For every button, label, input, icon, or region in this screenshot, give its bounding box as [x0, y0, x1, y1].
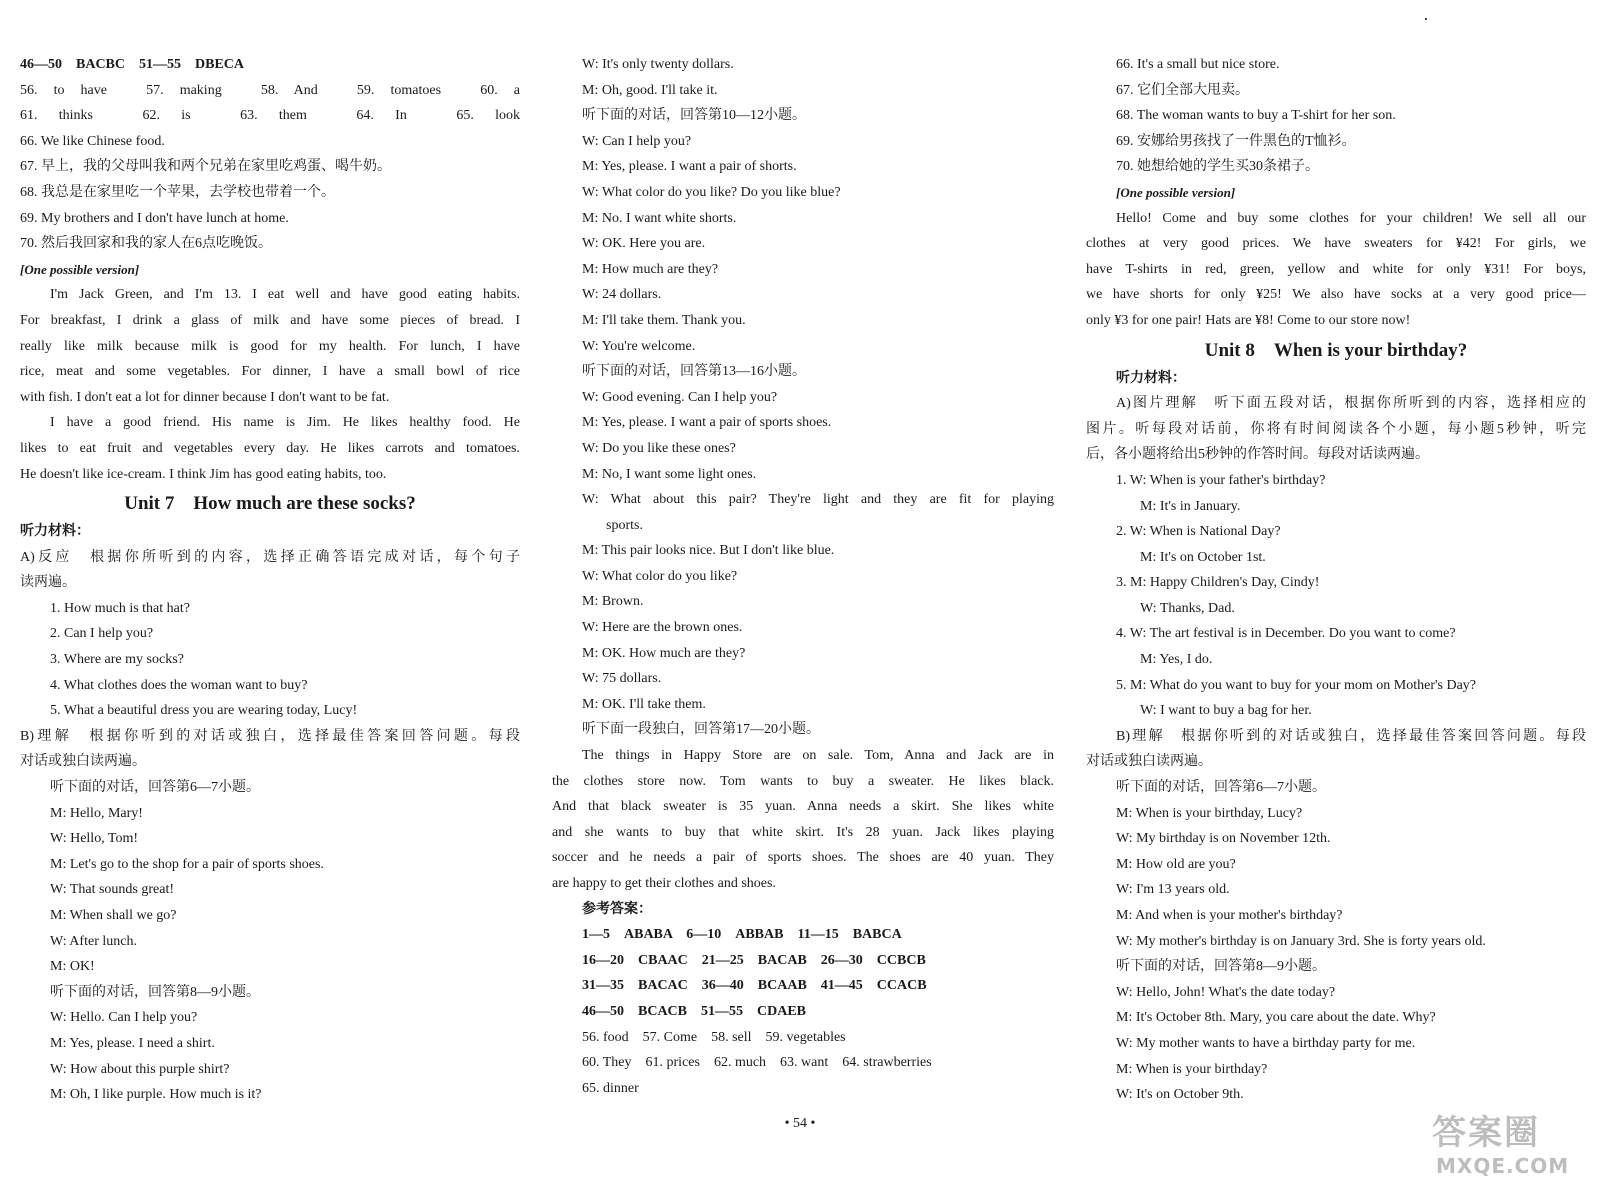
dialogue-line: M: Yes, I do. [1140, 652, 1213, 668]
instruction-line: 听下面的对话，回答第6—7小题。 [50, 780, 260, 796]
dialogue-line: M: No. I want white shorts. [582, 210, 737, 226]
dialogue-line: W: OK. Here you are. [582, 236, 706, 252]
dialogue-line: W: My mother's birthday is on January 3rd. She is forty years old. [1116, 933, 1486, 949]
answer-line: 69. 安娜给男孩找了一件黑色的T恤衫。 [1116, 133, 1356, 149]
column-middle [552, 52, 1054, 1101]
watermark-logo [1432, 1112, 1592, 1190]
dialogue-line: W: Hello. Can I help you? [50, 1010, 198, 1026]
dialogue-line: W: You're welcome. [582, 338, 696, 354]
essay-line: I have a good friend. His name is Jim. He likes healthy food. He [50, 415, 520, 431]
dialogue-line: M: OK. How much are they? [582, 645, 746, 661]
dialogue-line: M: Yes, please. I want a pair of sports shoes. [582, 415, 832, 431]
answer-line: 66. It's a small but nice store. [1116, 57, 1280, 72]
dialogue-line: M: It's in January. [1140, 498, 1241, 514]
page-number: • 54 • [784, 1116, 816, 1131]
instruction-line: 听下面一段独白，回答第17—20小题。 [582, 722, 820, 738]
dialogue-line: M: It's October 8th. Mary, you care about the date. Why? [1116, 1010, 1436, 1026]
dialogue-line: M: When is your birthday, Lucy? [1116, 805, 1303, 821]
column-left [20, 52, 520, 1108]
dialogue-line: M: When shall we go? [50, 908, 177, 923]
dialogue-line: W: What color do you like? [582, 568, 738, 584]
dialogue-line: M: Let's go to the shop for a pair of sports shoes. [50, 856, 324, 872]
dialogue-line: W: That sounds great! [50, 882, 175, 898]
question-line: 1. W: When is your father's birthday? [1116, 472, 1326, 488]
monologue-line: soccer and he needs a pair of sports shoes. The shoes are 40 yuan. They [552, 850, 1054, 866]
answer-line: 61. thinks 62. is 63. them 64. In 65. look [20, 108, 520, 124]
dialogue-line: M: It's on October 1st. [1140, 549, 1266, 565]
dialogue-line: M: This pair looks nice. But I don't like blue. [582, 543, 835, 559]
dialogue-line: M: Yes, please. I want a pair of shorts. [582, 159, 797, 175]
monologue-line: and she wants to buy that white skirt. It's 28 yuan. Jack likes playing [552, 824, 1054, 840]
monologue-line: the clothes store now. Tom wants to buy a sweater. He likes black. [552, 773, 1054, 789]
essay-line: have T-shirts in red, green, yellow and white for only ¥31! For boys, [1086, 261, 1586, 277]
dialogue-line: W: What color do you like? Do you like blue? [582, 184, 841, 200]
essay-line: only ¥3 for one pair! Hats are ¥8! Come to our store now! [1086, 312, 1411, 328]
dialogue-line: M: Brown. [582, 594, 644, 610]
question-line: 4. W: The art festival is in December. Do you want to come? [1116, 626, 1456, 642]
question-line: 4. What clothes does the woman want to buy? [50, 677, 308, 693]
dialogue-line: M: How old are you? [1116, 856, 1236, 872]
instruction-line: A)反应 根据你所听到的内容，选择正确答语完成对话，每个句子 [20, 549, 520, 565]
dialogue-line: M: OK! [50, 959, 95, 975]
unit-title: Unit 7 How much are these socks? [124, 493, 416, 515]
essay-line: He doesn't like ice-cream. I think Jim has good eating habits, too. [20, 466, 387, 482]
answer-line: 69. My brothers and I don't have lunch at home. [20, 210, 289, 226]
dialogue-line: M: No, I want some light ones. [582, 466, 757, 482]
instruction-line: 后，各小题将给出5秒钟的作答时间。每段对话读两遍。 [1086, 447, 1429, 463]
section-heading: 听力材料： [20, 524, 90, 540]
instruction-line: 听下面的对话，回答第8—9小题。 [50, 984, 260, 1000]
question-line: 3. Where are my socks? [50, 652, 184, 668]
dialogue-line: M: When is your birthday? [1116, 1061, 1268, 1077]
instruction-line: B)理解 根据你听到的对话或独白，选择最佳答案回答问题。每段 [20, 728, 520, 744]
dialogue-line: W: Hello, Tom! [50, 831, 139, 847]
question-line: 1. How much is that hat? [50, 600, 190, 616]
dialogue-line: M: I'll take them. Thank you. [582, 312, 746, 328]
version-label: [One possible version] [1116, 184, 1236, 200]
answer-line: 60. They 61. prices 62. much 63. want 64. strawberries [582, 1055, 932, 1071]
instruction-line: 听下面的对话，回答第13—16小题。 [582, 364, 806, 380]
monologue-line: are happy to get their clothes and shoes. [552, 876, 776, 891]
answer-line: 66. We like Chinese food. [20, 133, 165, 149]
answer-line: 70. 她想给她的学生买30条裙子。 [1116, 159, 1319, 175]
instruction-line: 对话或独白读两遍。 [20, 754, 146, 770]
essay-line: Hello! Come and buy some clothes for your children! We sell all our [1116, 210, 1586, 226]
answer-line: 1—5 ABABA 6—10 ABBAB 11—15 BABCA [582, 927, 902, 943]
instruction-line: 读两遍。 [20, 575, 76, 591]
dialogue-line: W: It's only twenty dollars. [582, 57, 734, 72]
answer-line: 68. The woman wants to buy a T-shirt for her son. [1116, 108, 1396, 124]
answer-line: 46—50 BCACB 51—55 CDAEB [582, 1003, 807, 1019]
dialogue-line: M: Oh, I like purple. How much is it? [50, 1087, 262, 1103]
answer-line: 56. food 57. Come 58. sell 59. vegetables [582, 1029, 846, 1045]
version-label: [One possible version] [20, 261, 140, 277]
dialogue-line: W: It's on October 9th. [1116, 1087, 1244, 1103]
dialogue-line: W: Here are the brown ones. [582, 620, 743, 636]
speck [1425, 18, 1427, 20]
dialogue-line: W: I want to buy a bag for her. [1140, 703, 1312, 719]
dialogue-line: W: My mother wants to have a birthday party for me. [1116, 1035, 1416, 1051]
answer-line: 46—50 BACBC 51—55 DBECA [20, 57, 245, 72]
watermark-text: 答案圈 [1432, 1113, 1540, 1153]
question-line: 2. W: When is National Day? [1116, 524, 1281, 540]
answer-line: 65. dinner [582, 1080, 639, 1096]
answer-line: 67. 早上，我的父母叫我和两个兄弟在家里吃鸡蛋、喝牛奶。 [20, 159, 391, 175]
instruction-line: 听下面的对话，回答第10—12小题。 [582, 108, 806, 124]
dialogue-line: W: Do you like these ones? [582, 440, 736, 456]
question-line: 5. What a beautiful dress you are wearing today, Lucy! [50, 703, 358, 719]
dialogue-line: W: I'm 13 years old. [1116, 882, 1230, 898]
essay-line: rice, meat and some vegetables. For dinner, I have a small bowl of rice [20, 364, 520, 380]
monologue-line: The things in Happy Store are on sale. Tom, Anna and Jack are in [582, 748, 1054, 764]
dialogue-line: W: 24 dollars. [582, 287, 662, 303]
instruction-line: A)图片理解 听下面五段对话，根据你所听到的内容，选择相应的 [1116, 396, 1586, 412]
question-line: 2. Can I help you? [50, 626, 154, 642]
dialogue-line: M: And when is your mother's birthday? [1116, 908, 1343, 923]
watermark-url: MXQE.COM [1436, 1154, 1570, 1178]
dialogue-line: M: OK. I'll take them. [582, 696, 706, 712]
instruction-line: B)理解 根据你听到的对话或独白，选择最佳答案回答问题。每段 [1116, 728, 1586, 744]
dialogue-line: sports. [606, 517, 643, 533]
dialogue-line: W: Good evening. Can I help you? [582, 389, 778, 405]
answer-line: 56. to have 57. making 58. And 59. tomatoes 60. a [20, 82, 520, 98]
dialogue-line: M: How much are they? [582, 261, 719, 277]
dialogue-line: W: What about this pair? They're light and they are fit for playing [582, 492, 1054, 508]
answer-line: 31—35 BACAC 36—40 BCAAB 41—45 CCACB [582, 978, 927, 994]
dialogue-line: M: Oh, good. I'll take it. [582, 82, 718, 98]
dialogue-line: W: My birthday is on November 12th. [1116, 831, 1331, 847]
instruction-line: 听下面的对话，回答第6—7小题。 [1116, 780, 1326, 796]
instruction-line: 对话或独白读两遍。 [1086, 754, 1212, 770]
answer-line: 70. 然后我回家和我的家人在6点吃晚饭。 [20, 236, 272, 252]
monologue-line: And that black sweater is 35 yuan. Anna needs a skirt. She likes white [552, 799, 1054, 815]
answer-line: 68. 我总是在家里吃一个苹果，去学校也带着一个。 [20, 184, 335, 200]
dialogue-line: W: How about this purple shirt? [50, 1061, 230, 1077]
unit-title: Unit 8 When is your birthday? [1204, 339, 1468, 361]
essay-line: I'm Jack Green, and I'm 13. I eat well and have good eating habits. [50, 287, 520, 303]
essay-line: likes to eat fruit and vegetables every day. He likes carrots and tomatoes. [20, 440, 520, 456]
answer-line: 67. 它们全部大甩卖。 [1116, 82, 1249, 98]
instruction-line: 图片。听每段对话前，你将有时间阅读各个小题，每小题5秒钟，听完 [1086, 421, 1586, 437]
essay-line: clothes at very good prices. We have sweaters for ¥42! For girls, we [1086, 236, 1586, 252]
dialogue-line: W: 75 dollars. [582, 671, 662, 687]
section-heading: 听力材料： [1116, 370, 1186, 386]
dialogue-line: W: Thanks, Dad. [1140, 600, 1235, 616]
answer-line: 16—20 CBAAC 21—25 BACAB 26—30 CCBCB [582, 952, 926, 968]
essay-line: For breakfast, I drink a glass of milk and have some pieces of bread. I [20, 312, 520, 328]
dialogue-line: W: Can I help you? [582, 133, 692, 149]
instruction-line: 听下面的对话，回答第8—9小题。 [1116, 959, 1326, 975]
dialogue-line: W: Hello, John! What's the date today? [1116, 984, 1336, 1000]
question-line: 5. M: What do you want to buy for your mom on Mother's Day? [1116, 677, 1476, 693]
essay-line: we have shorts for only ¥25! We also have socks at a very good price— [1086, 287, 1586, 303]
essay-line: really like milk because milk is good for my health. For lunch, I have [20, 338, 520, 354]
question-line: 3. M: Happy Children's Day, Cindy! [1116, 575, 1320, 591]
section-heading: 参考答案： [582, 901, 652, 917]
dialogue-line: M: Yes, please. I need a shirt. [50, 1035, 215, 1051]
essay-line: with fish. I don't eat a lot for dinner because I don't want to be fat. [20, 389, 390, 405]
dialogue-line: M: Hello, Mary! [50, 805, 143, 821]
dialogue-line: W: After lunch. [50, 933, 137, 949]
column-right [1086, 52, 1586, 1108]
